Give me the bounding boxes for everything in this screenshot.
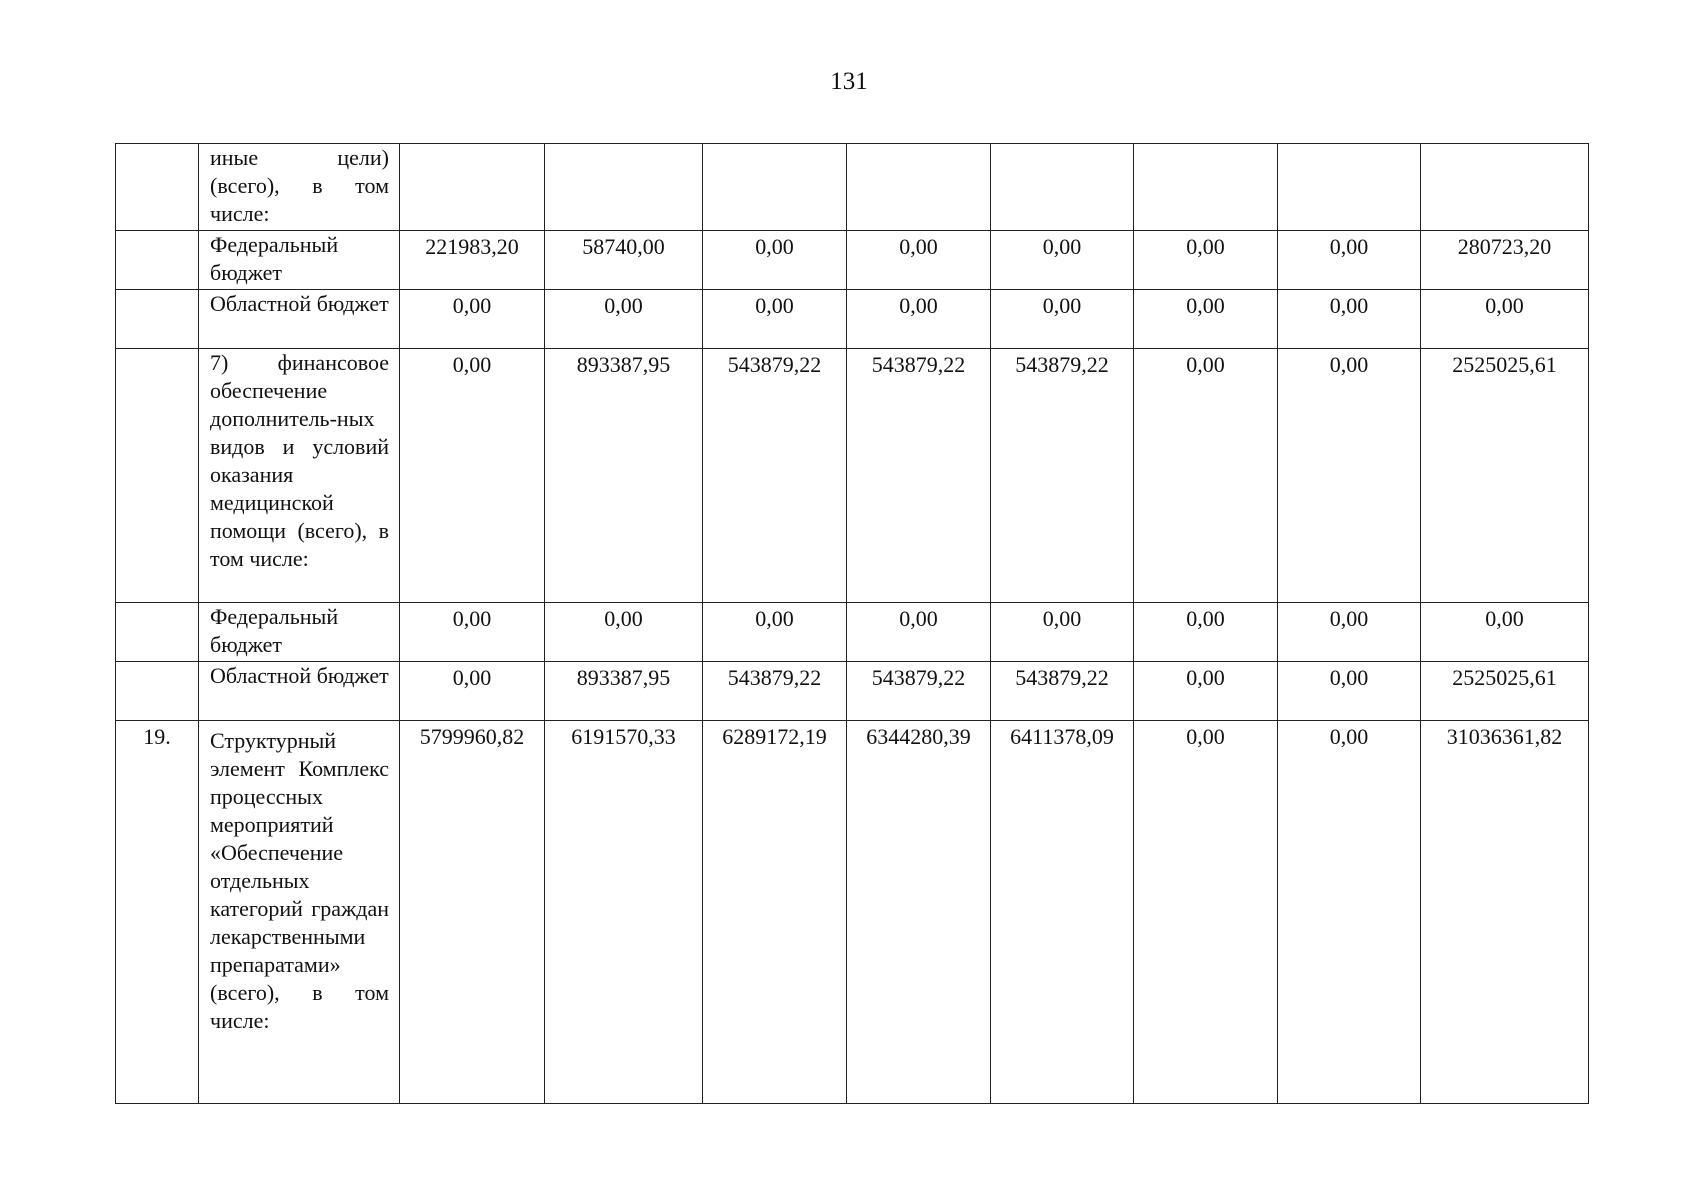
page-number: 131: [830, 68, 868, 95]
value-cell: 6191570,33: [545, 721, 703, 1104]
value-cell: 0,00: [703, 603, 847, 662]
value-cell: 0,00: [703, 290, 847, 349]
value-cell: 6411378,09: [991, 721, 1134, 1104]
value-cell: [703, 144, 847, 231]
value-cell: 0,00: [1278, 721, 1421, 1104]
value-cell: 0,00: [545, 603, 703, 662]
value-cell: 6344280,39: [847, 721, 991, 1104]
value-cell: [1278, 144, 1421, 231]
value-cell: 6289172,19: [703, 721, 847, 1104]
row-name-cell: Областной бюджет: [199, 290, 400, 349]
table-row: [116, 231, 1589, 290]
total-cell: 2525025,61: [1421, 662, 1589, 721]
value-cell: 0,00: [847, 603, 991, 662]
value-cell: 0,00: [1134, 231, 1278, 290]
table-row: [116, 662, 1589, 721]
table-row: [116, 144, 1589, 231]
row-number-cell: [116, 603, 199, 662]
table-row: [116, 290, 1589, 349]
value-cell: 0,00: [545, 290, 703, 349]
value-cell: 0,00: [1278, 349, 1421, 603]
value-cell: 893387,95: [545, 349, 703, 603]
value-cell: 543879,22: [991, 662, 1134, 721]
value-cell: 0,00: [1278, 290, 1421, 349]
value-cell: 5799960,82: [400, 721, 545, 1104]
value-cell: 0,00: [991, 290, 1134, 349]
row-name-cell: Структурный элемент Комплекс процессных мероприятий «Обеспечение отдельных категорий граждан лекарственными препаратами» (всего), в том числе:: [199, 721, 400, 1104]
total-cell: 31036361,82: [1421, 721, 1589, 1104]
value-cell: 893387,95: [545, 662, 703, 721]
value-cell: 0,00: [991, 231, 1134, 290]
budget-table: [115, 143, 1589, 1104]
value-cell: 0,00: [847, 231, 991, 290]
row-name-cell: Федеральный бюджет: [199, 231, 400, 290]
table-row: [116, 721, 1589, 1104]
value-cell: 0,00: [703, 231, 847, 290]
total-cell: 0,00: [1421, 603, 1589, 662]
value-cell: 0,00: [991, 603, 1134, 662]
row-number-cell: 19.: [116, 721, 199, 1104]
value-cell: [991, 144, 1134, 231]
value-cell: [847, 144, 991, 231]
total-cell: 280723,20: [1421, 231, 1589, 290]
value-cell: 543879,22: [703, 662, 847, 721]
row-name-cell: Федеральный бюджет: [199, 603, 400, 662]
value-cell: 0,00: [847, 290, 991, 349]
value-cell: 0,00: [400, 349, 545, 603]
value-cell: 0,00: [1134, 349, 1278, 603]
value-cell: [545, 144, 703, 231]
value-cell: [1134, 144, 1278, 231]
row-number-cell: [116, 231, 199, 290]
row-number-cell: [116, 349, 199, 603]
row-name-cell: иные цели) (всего), в том числе:: [199, 144, 400, 231]
value-cell: 543879,22: [703, 349, 847, 603]
row-number-cell: [116, 662, 199, 721]
total-cell: 0,00: [1421, 290, 1589, 349]
value-cell: 0,00: [1134, 603, 1278, 662]
value-cell: 0,00: [1278, 603, 1421, 662]
row-number-cell: [116, 290, 199, 349]
value-cell: 543879,22: [991, 349, 1134, 603]
value-cell: 58740,00: [545, 231, 703, 290]
row-name-cell: Областной бюджет: [199, 662, 400, 721]
value-cell: 221983,20: [400, 231, 545, 290]
value-cell: 543879,22: [847, 662, 991, 721]
value-cell: 0,00: [1278, 662, 1421, 721]
value-cell: 0,00: [1134, 662, 1278, 721]
value-cell: 0,00: [1134, 721, 1278, 1104]
value-cell: 0,00: [1278, 231, 1421, 290]
value-cell: [400, 144, 545, 231]
row-name-cell: 7) финансовое обеспечение дополнитель-ных видов и условий оказания медицинской помощи (всего), в том числе:: [199, 349, 400, 603]
table-row: [116, 349, 1589, 603]
row-number-cell: [116, 144, 199, 231]
value-cell: 0,00: [400, 662, 545, 721]
value-cell: 0,00: [400, 290, 545, 349]
value-cell: 0,00: [1134, 290, 1278, 349]
value-cell: 543879,22: [847, 349, 991, 603]
table-row: [116, 603, 1589, 662]
value-cell: 0,00: [400, 603, 545, 662]
total-cell: [1421, 144, 1589, 231]
total-cell: 2525025,61: [1421, 349, 1589, 603]
